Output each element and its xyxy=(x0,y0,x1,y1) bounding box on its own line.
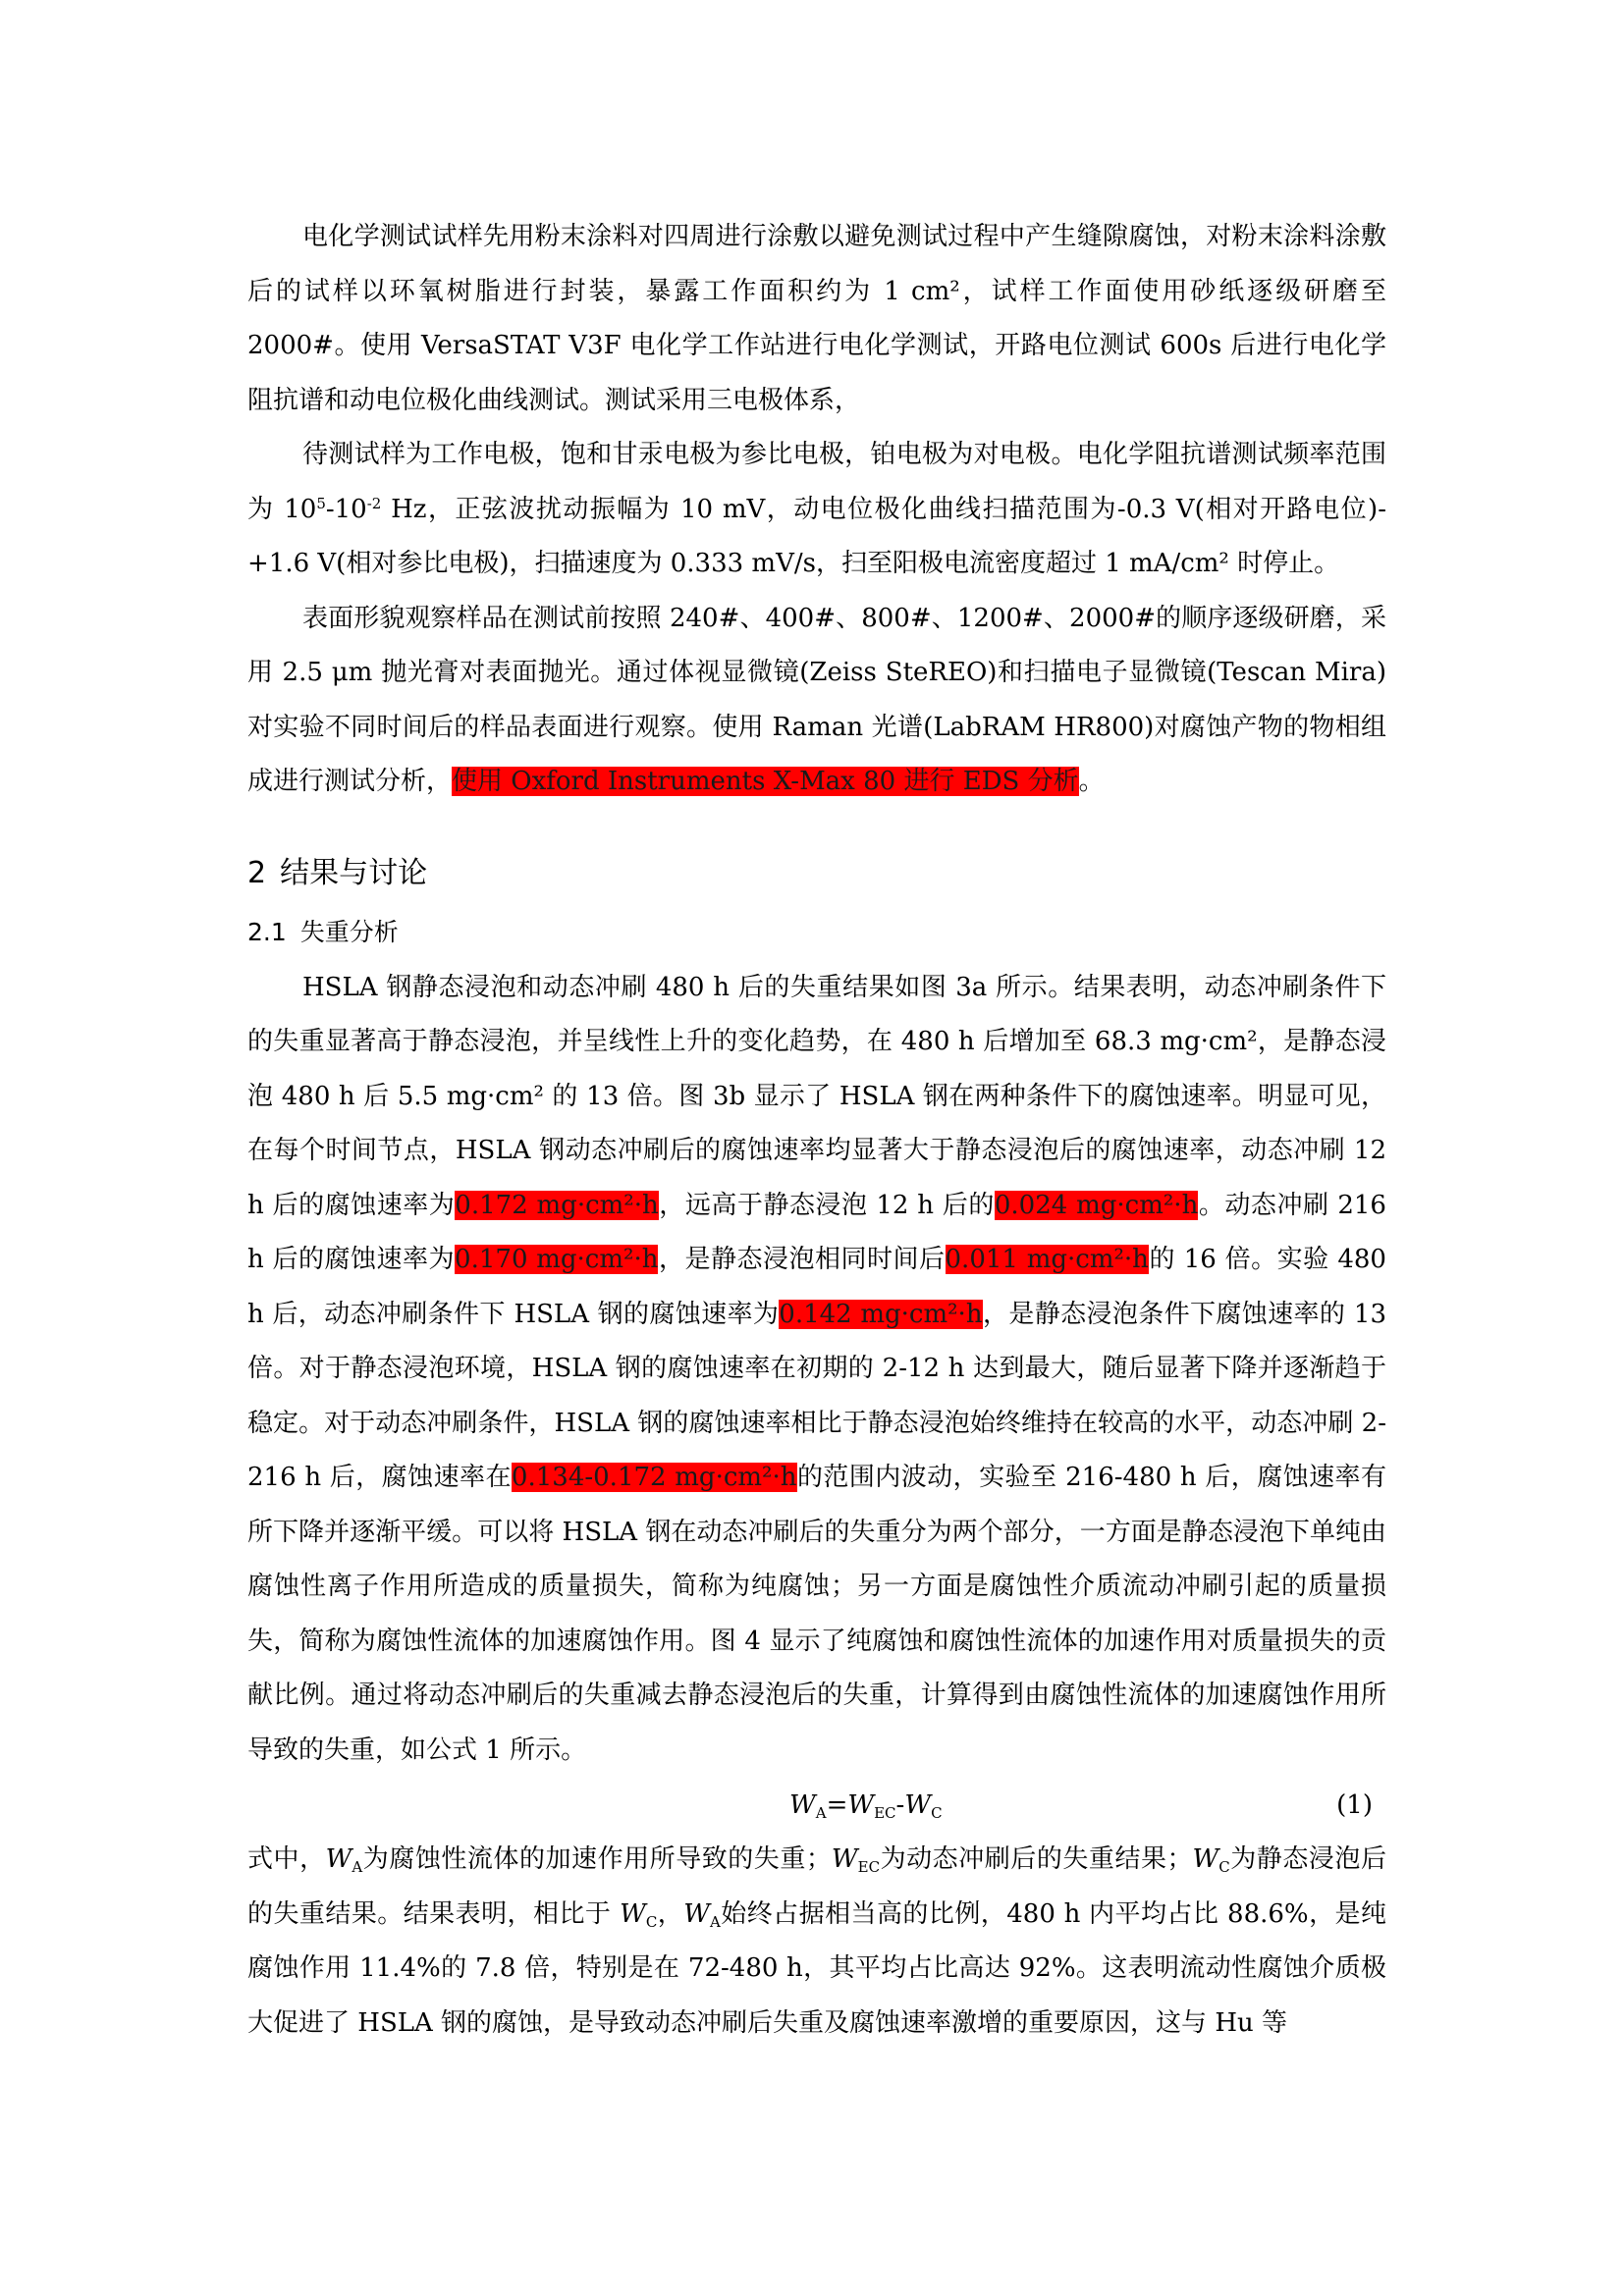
paragraph-text: 。动态冲刷 216 h 后的腐蚀速率为 xyxy=(247,1190,1386,1274)
equation-line xyxy=(247,1778,1386,1833)
paragraph-text: 。 xyxy=(1078,767,1105,796)
paragraph-text: 待测试样为工作电极，饱和甘汞电极为参比电极，铂电极为对电极。电化学阻抗谱测试频率范围为 10 xyxy=(247,440,1386,524)
paragraph-text: 的 16 倍。实验 480 h 后，动态冲刷条件下 HSLA 钢的腐蚀速率为 xyxy=(247,1245,1386,1329)
paragraph-text: 表面形貌观察样品在测试前按照 240#、400#、800#、1200#、2000#的顺序逐级研磨，采用 2.5 μm 抛光膏对表面抛光。通过体视显微镜(Zeiss SteREO)和扫描电子显微镜(Tescan Mira)对实验不同时间后的样品表面进行观察。使用 Raman 光谱(LabRAM HR800)对腐蚀产物的物相组成进行测试分析， xyxy=(247,603,1386,796)
paragraph-weight-loss-results xyxy=(247,961,1386,1779)
paragraph-equation-explanation: 式中，$W_A$为腐蚀性流体的加速作用所导致的失重；$W_{EC}$为动态冲刷后的失重结果；$W_C$为静态浸泡后的失重结果。结果表明，相比于 $W_C$，$W_A$始终占据相当高的比例，480 h 内平均占比 88.6%，是纯腐蚀作用 11.4%的 7.8 倍，特别是在 72-480 h，其平均占比高达 92%。这表明流动性腐蚀介质极大促进了 HSLA 钢的腐蚀，是导致动态冲刷后失重及腐蚀速率激增的重要原因，这与 Hu 等 xyxy=(247,1844,1386,2038)
subsection-title: 失重分析 xyxy=(299,917,399,946)
paragraph-text: Hz，正弦波扰动振幅为 10 mV，动电位极化曲线扫描范围为-0.3 V(相对开路电位)-+1.6 V(相对参比电极)，扫描速度为 0.333 mV/s，扫至阳极电流密度超过 1 mA/cm² 时停止。 xyxy=(247,494,1386,578)
paragraph-surface-observation xyxy=(247,592,1386,810)
paragraph-text: 电化学测试试样先用粉末涂料对四周进行涂敷以避免测试过程中产生缝隙腐蚀，对粉末涂料涂敷后的试样以环氧树脂进行封装，暴露工作面积约为 1 cm²，试样工作面使用砂纸逐级研磨至 2000#。使用 VersaSTAT V3F 电化学工作站进行电化学测试，开路电位测试 600s 后进行电化学阻抗谱和动电位极化曲线测试。测试采用三电极体系， xyxy=(247,222,1386,415)
paragraph-electrode-setup xyxy=(247,428,1386,592)
section-heading xyxy=(247,849,1386,898)
equation: $W_A=W_{EC}-W_C$ xyxy=(789,1790,943,1822)
superscript-exponent: -2 xyxy=(366,494,382,512)
paragraph-text: 的范围内波动，实验至 216-480 h 后，腐蚀速率有所下降并逐渐平缓。可以将 HSLA 钢在动态冲刷后的失重分为两个部分，一方面是静态浸泡下单纯由腐蚀性离子作用所造成的质量损失，简称为纯腐蚀；另一方面是腐蚀性介质流动冲刷引起的质量损失，简称为腐蚀性流体的加速腐蚀作用。图 4 显示了纯腐蚀和腐蚀性流体的加速作用对质量损失的贡献比例。通过将动态冲刷后的失重减去静态浸泡后的失重，计算得到由腐蚀性流体的加速腐蚀作用所导致的失重，如公式 1 所示。 xyxy=(247,1463,1386,1765)
superscript-exponent: 5 xyxy=(316,494,326,512)
highlighted-text: 使用 Oxford Instruments X-Max 80 进行 EDS 分析 xyxy=(452,767,1079,796)
highlighted-value: 0.011 mg·cm²·h xyxy=(945,1245,1149,1274)
highlighted-value: 0.142 mg·cm²·h xyxy=(779,1299,983,1329)
section-number: 2 xyxy=(247,855,267,890)
highlighted-value: 0.172 mg·cm²·h xyxy=(455,1190,659,1220)
subsection-number: 2.1 xyxy=(247,917,287,946)
highlighted-value: 0.170 mg·cm²·h xyxy=(455,1245,659,1274)
section-title: 结果与讨论 xyxy=(280,855,428,890)
highlighted-value: 0.134-0.172 mg·cm²·h xyxy=(511,1463,797,1492)
paragraph-text: -10 xyxy=(325,494,367,524)
equation-number: (1) xyxy=(1336,1790,1373,1820)
paragraph-text: HSLA 钢静态浸泡和动态冲刷 480 h 后的失重结果如图 3a 所示。结果表明，动态冲刷条件下的失重显著高于静态浸泡，并呈线性上升的变化趋势，在 480 h 后增加至 68.3 mg·cm²，是静态浸泡 480 h 后 5.5 mg·cm² 的 13 倍。图 3b 显示了 HSLA 钢在两种条件下的腐蚀速率。明显可见，在每个时间节点，HSLA 钢动态冲刷后的腐蚀速率均显著大于静态浸泡后的腐蚀速率，动态冲刷 12 h 后的腐蚀速率为 xyxy=(247,972,1386,1220)
paragraph-text: ，是静态浸泡条件下腐蚀速率的 13 倍。对于静态浸泡环境，HSLA 钢的腐蚀速率在初期的 2-12 h 达到最大，随后显著下降并逐渐趋于稳定。对于动态冲刷条件，HSLA 钢的腐蚀速率相比于静态浸泡始终维持在较高的水平，动态冲刷 2-216 h 后，腐蚀速率在 xyxy=(247,1299,1386,1492)
highlighted-value: 0.024 mg·cm²·h xyxy=(994,1190,1199,1220)
paragraph-text: ，远高于静态浸泡 12 h 后的 xyxy=(658,1190,995,1220)
paragraph-text: ，是静态浸泡相同时间后 xyxy=(658,1245,946,1274)
paragraph-electrochemical-sample-prep xyxy=(247,210,1386,428)
subsection-heading xyxy=(247,910,1386,955)
page-content xyxy=(247,210,1386,2051)
